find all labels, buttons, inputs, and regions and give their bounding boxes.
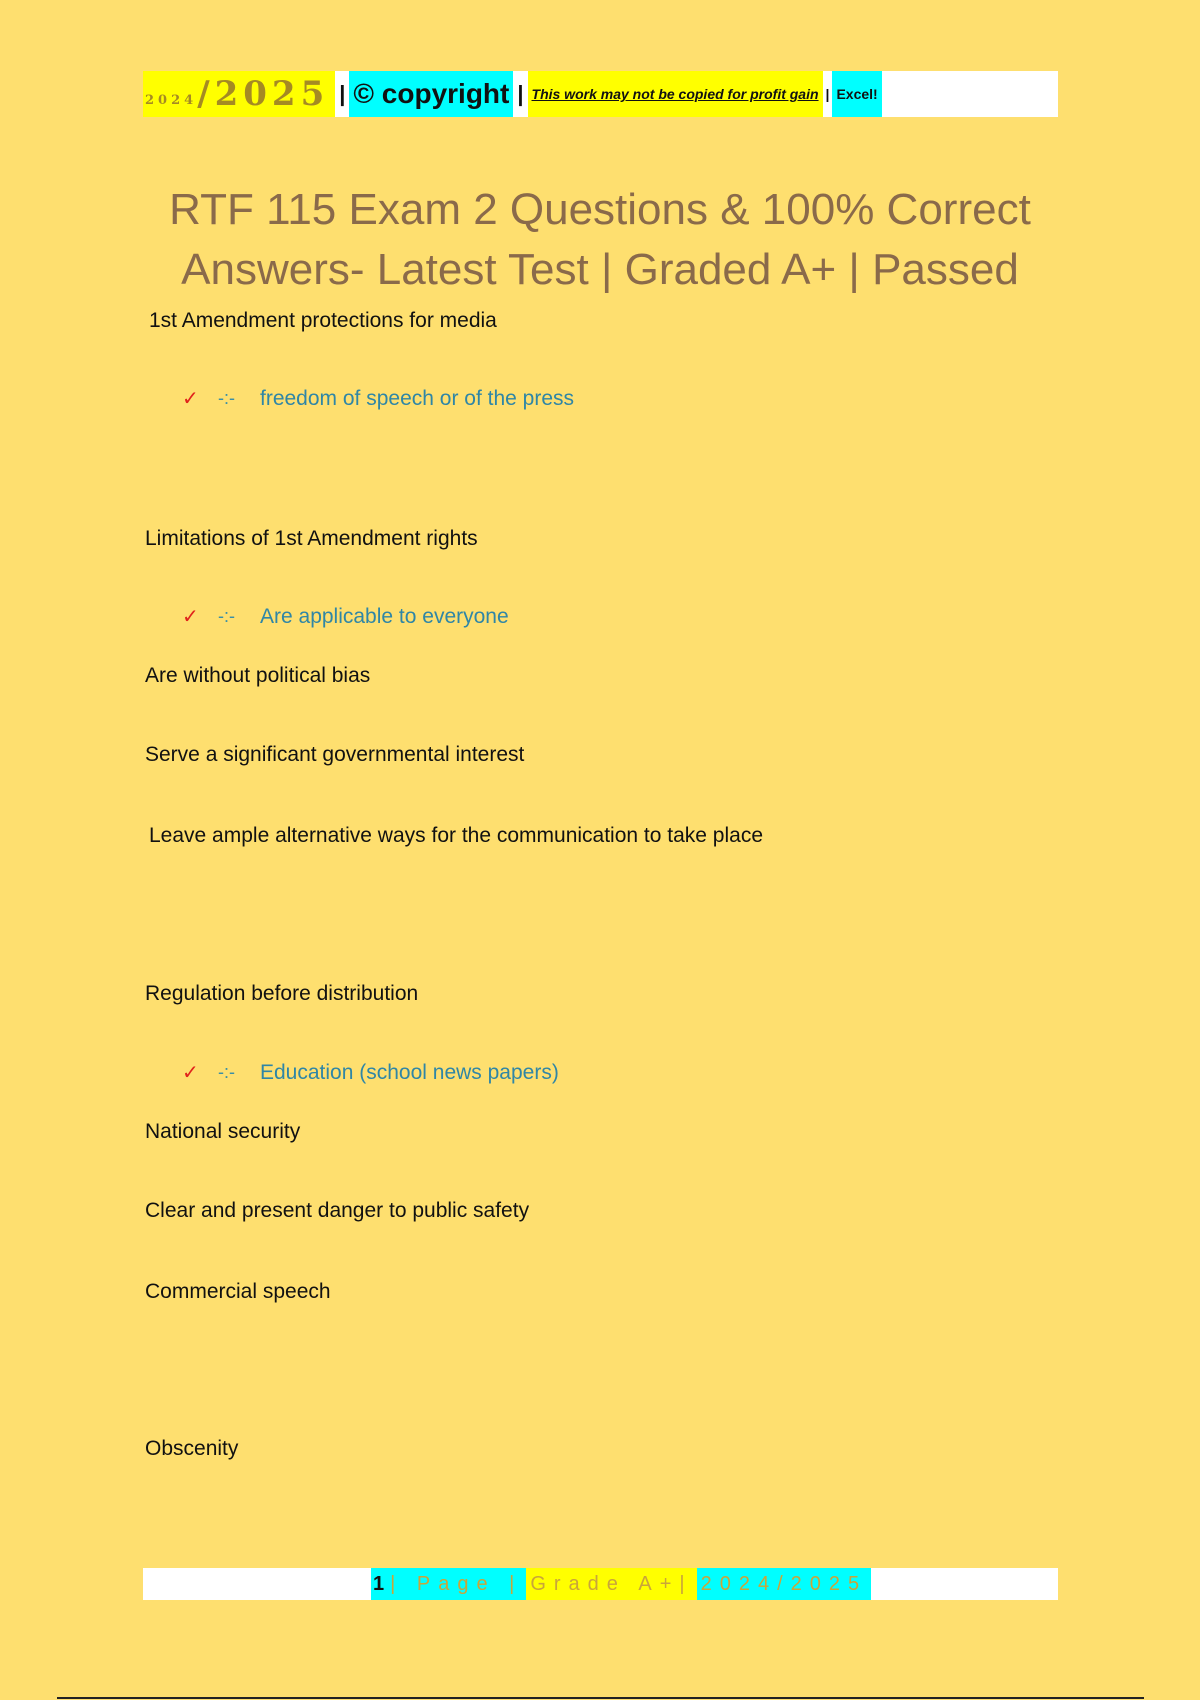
question-text: Commercial speech	[145, 1280, 331, 1303]
answer-marker: -:-	[218, 388, 235, 408]
answer-text: Are applicable to everyone	[260, 604, 509, 628]
answer-text: Education (school news papers)	[260, 1060, 559, 1084]
header-excel-badge: Excel!	[832, 71, 881, 117]
question-text: Leave ample alternative ways for the communication to take place	[149, 824, 763, 847]
page-divider	[57, 1697, 1144, 1699]
answer-marker: -:-	[218, 606, 235, 626]
document-title	[100, 180, 1100, 300]
question-text: National security	[145, 1120, 301, 1143]
header-banner	[143, 71, 1058, 117]
header-year-small: 2024	[145, 92, 198, 108]
question-text: Serve a significant governmental interest	[145, 743, 525, 766]
answer-row	[182, 1060, 559, 1085]
answer-row	[182, 604, 509, 629]
grade-label: Grade A+|	[526, 1568, 696, 1600]
page-label: | Page |	[386, 1568, 526, 1600]
answer-text: freedom of speech or of the press	[260, 386, 575, 410]
title-line-1: RTF 115 Exam 2 Questions & 100% Correct	[169, 185, 1031, 234]
header-year-big: /2025	[197, 74, 330, 114]
question-text: Are without political bias	[145, 664, 371, 687]
header-copy-notice: This work may not be copied for profit gain	[528, 71, 823, 117]
question-text: Regulation before distribution	[145, 982, 419, 1005]
header-copyright: © copyright	[349, 71, 513, 117]
header-separator: |	[513, 71, 527, 117]
page-number: 1	[371, 1568, 386, 1600]
footer-content	[371, 1568, 871, 1600]
checkmark-icon: ✓	[182, 388, 199, 410]
question-text: 1st Amendment protections for media	[149, 309, 497, 332]
footer-banner	[143, 1568, 1058, 1600]
footer-year: 2024/2025	[697, 1568, 872, 1600]
checkmark-icon: ✓	[182, 606, 199, 628]
title-line-2: Answers- Latest Test | Graded A+ | Passed	[181, 245, 1019, 294]
header-year	[143, 71, 335, 117]
answer-row	[182, 386, 574, 411]
question-text: Clear and present danger to public safety	[145, 1199, 530, 1222]
checkmark-icon: ✓	[182, 1062, 199, 1084]
header-separator: |	[823, 71, 833, 117]
answer-marker: -:-	[218, 1062, 235, 1082]
question-text: Obscenity	[145, 1437, 239, 1460]
question-text: Limitations of 1st Amendment rights	[145, 527, 478, 550]
header-separator: |	[335, 71, 349, 117]
